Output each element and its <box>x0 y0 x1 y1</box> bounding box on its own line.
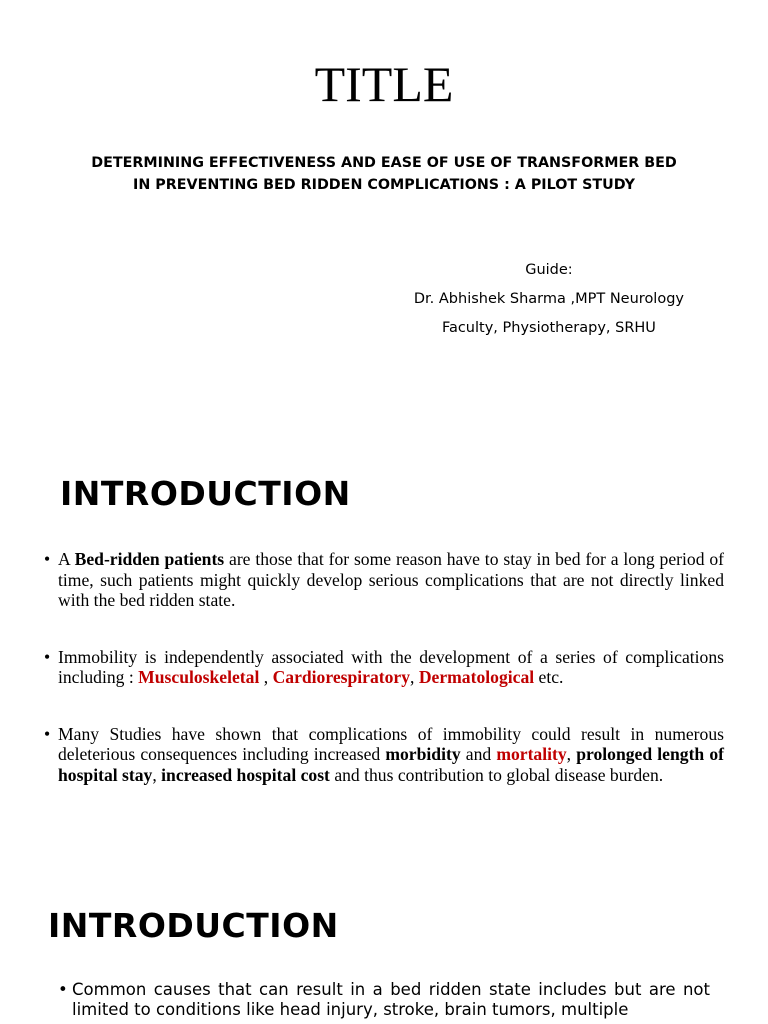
slide-title: TITLE <box>314 56 454 112</box>
bold-term: morbidity <box>385 744 461 764</box>
bullet-list <box>44 549 724 821</box>
guide-affiliation: Faculty, Physiotherapy, SRHU <box>441 320 656 336</box>
bullet-item: • Common causes that can result in a bed ridden state includes but are not limited to conditions like head injury, stroke, brain tumors, multiple <box>58 980 710 1020</box>
study-title-line-1: DETERMINING EFFECTIVENESS AND EASE OF USE OF TRANSFORMER BED <box>91 155 677 171</box>
highlight-term: Musculoskeletal <box>138 667 260 687</box>
bullet-item: • Immobility is independently associated with the development of a series of complications including : Musculoskeletal , Cardiorespiratory, Dermatological etc. <box>44 647 724 688</box>
slide-heading: INTRODUCTION <box>48 906 339 945</box>
bullet-list <box>58 980 710 1020</box>
study-title-line-2: IN PREVENTING BED RIDDEN COMPLICATIONS : A PILOT STUDY <box>133 177 635 193</box>
slide-heading: INTRODUCTION <box>60 474 351 513</box>
introduction-slide-2 <box>0 870 768 1024</box>
bullet-item: • A Bed-ridden patients are those that for some reason have to stay in bed for a long period of time, such patients might quickly develop serious complications that are not directly linked with the bed ridden state. <box>44 549 724 611</box>
bold-term: prolonged length of hospital stay <box>58 744 725 785</box>
highlight-term: Cardiorespiratory <box>272 667 411 687</box>
bold-term: Bed-ridden patients <box>74 549 225 569</box>
introduction-slide-1 <box>0 430 768 870</box>
guide-block <box>414 256 684 343</box>
highlight-term: mortality <box>496 744 567 764</box>
study-title <box>40 152 728 196</box>
guide-name: Dr. Abhishek Sharma ,MPT Neurology <box>413 291 684 307</box>
guide-label: Guide: <box>525 262 573 278</box>
bullet-item: • Many Studies have shown that complications of immobility could result in numerous deleterious consequences including increased morbidity and mortality, prolonged length of hospital stay, increased hospital cost and thus contribution to global disease burden. <box>44 724 724 786</box>
bold-term: increased hospital cost <box>161 764 330 785</box>
title-slide <box>0 0 768 430</box>
highlight-term: Dermatological <box>418 667 535 687</box>
